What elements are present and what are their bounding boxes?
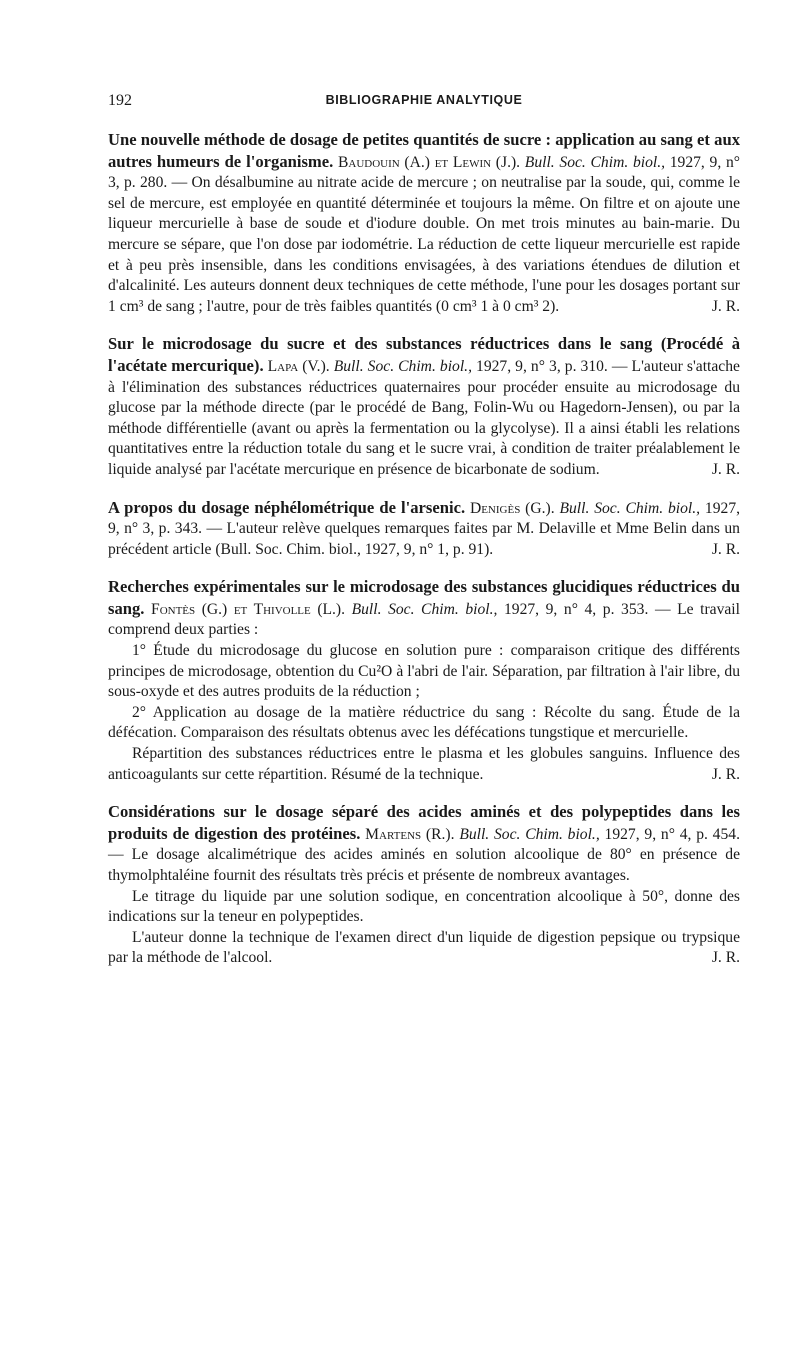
entry-paragraph (108, 887, 740, 928)
entry-reference: 1927, 9, n° 3, p. 280. (108, 153, 740, 192)
entry-paragraph (108, 802, 740, 886)
entry-paragraph (108, 498, 740, 561)
entry-paragraph (108, 334, 740, 480)
entry-title: Considérations sur le dosage séparé des acides aminés et des polypeptides dans les produits de digestion des protéines. (108, 802, 740, 843)
entry-initials: J. R. (711, 297, 740, 315)
entry-initials: J. R. (711, 765, 740, 783)
entry-title: Une nouvelle méthode de dosage de petites quantités de sucre : application au sang et aux autres humeurs de l'organisme. (108, 130, 740, 171)
entry-text: — Le dosage alcalimétrique des acides aminés en solution alcoolique de 80° en présence de thymolphtaléine fournit des résultats très précis et présente de nombreux avantages. (108, 846, 740, 884)
entry-journal: Bull. Soc. Chim. biol., (559, 499, 701, 517)
document-page (108, 92, 740, 986)
entry-authors: Denigès (G.). (469, 499, 555, 517)
entry-paragraph (108, 641, 740, 703)
bibliography-entries (108, 130, 740, 969)
entry-initials: J. R. (711, 540, 740, 558)
entry-reference: 1927, 9, n° 4, p. 454. (604, 825, 740, 843)
entry-text: Le titrage du liquide par une solution sodique, en concentration alcoolique à 50°, donne des indications sur la teneur en polypeptides. (108, 887, 740, 926)
entry-paragraph (108, 744, 740, 785)
entry-text: — L'auteur s'attache à l'élimination des substances réductrices quaternaires pour procéder ensuite au microdosage du glucose par la méthode directe (par le procédé de Bang, Folin-Wu ou Hagedorn-Jensen), ou par la méthode différentielle (avant ou après la fermentation ou la glycolyse). Il a ainsi établi les relations quantitatives entre la réduction totale du sang et le sucre vrai, à condition de traiter préalablement le liquide analysé par l'acétate mercurique en présence de bicarbonate de sodium. (108, 357, 740, 478)
entry-text: — On désalbumine au nitrate acide de mercure ; on neutralise par la soude, qui, comme le sel de mercure, est employée en quantité déterminée et toujours la même. On filtre et on ajoute une liqueur mercurielle à base de soude et d'iodure double. On met trois minutes au bain-marie. Du mercure se sépare, que l'on dose par iodométrie. La réduction de cette liqueur mercurielle est rapide et à peu près insensible, dans les conditions envisagées, à des variations étendues de dilution et d'alcalinité. Les auteurs donnent deux techniques de cette méthode, l'une pour les dosages portant sur 1 cm³ de sang ; l'autre, pour de très faibles quantités (0 cm³ 1 à 0 cm³ 2). (108, 174, 740, 315)
entry-text: 1° Étude du microdosage du glucose en solution pure : comparaison critique des différents principes de microdosage, obtention du Cu²O à l'abri de l'air. Séparation, par filtration à l'air libre, du sous-oxyde et des autres produits de la réduction ; (108, 642, 740, 701)
entry-authors: Lapa (V.). (267, 357, 330, 375)
entry-title: Recherches expérimentales sur le microdosage des substances glucidiques réductrices du sang. (108, 577, 740, 618)
entry-title: A propos du dosage néphélométrique de l'arsenic. (108, 497, 466, 517)
bibliography-entry (108, 498, 740, 561)
entry-journal: Bull. Soc. Chim. biol., (459, 825, 600, 843)
entry-initials: J. R. (711, 460, 740, 478)
entry-journal: Bull. Soc. Chim. biol., (524, 153, 665, 171)
entry-authors: Martens (R.). (365, 825, 455, 843)
entry-journal: Bull. Soc. Chim. biol., (351, 600, 498, 618)
entry-reference: 1927, 9, n° 3, p. 310. (476, 357, 608, 375)
entry-journal: Bull. Soc. Chim. biol., (333, 357, 472, 375)
entry-paragraph (108, 703, 740, 744)
entry-paragraph (108, 577, 740, 641)
entry-text: — Le travail comprend deux parties : (108, 600, 740, 639)
entry-paragraph (108, 130, 740, 317)
entry-authors: Baudouin (A.) et Lewin (J.). (337, 153, 521, 171)
bibliography-entry (108, 130, 740, 317)
entry-reference: 1927, 9, n° 3, p. 343. (108, 499, 741, 538)
running-title: BIBLIOGRAPHIE ANALYTIQUE (325, 93, 523, 107)
entry-text: — L'auteur relève quelques remarques faites par M. Delaville et Mme Belin dans un précédent article (Bull. Soc. Chim. biol., 1927, 9, n° 1, p. 91). (108, 520, 740, 558)
entry-initials: J. R. (711, 949, 740, 967)
entry-text: Répartition des substances réductrices entre le plasma et les globules sanguins. Influence des anticoagulants sur cette répartition. Résumé de la technique. (108, 745, 740, 783)
entry-reference: 1927, 9, n° 4, p. 353. (503, 600, 649, 618)
entry-text: L'auteur donne la technique de l'examen direct d'un liquide de digestion pepsique ou trypsique par la méthode de l'alcool. (108, 928, 740, 967)
entry-title: Sur le microdosage du sucre et des substances réductrices dans le sang (Procédé à l'acétate mercurique). (108, 334, 740, 375)
bibliography-entry (108, 577, 740, 785)
entry-text: 2° Application au dosage de la matière réductrice du sang : Récolte du sang. Étude de la défécation. Comparaison des résultats obtenus avec les défécations tungstique et mercurielle. (108, 703, 740, 742)
entry-paragraph (108, 928, 740, 969)
bibliography-entry (108, 334, 740, 480)
page-number: 192 (108, 92, 132, 109)
entry-authors: Fontès (G.) et Thivolle (L.). (151, 600, 346, 618)
running-header (108, 92, 740, 112)
bibliography-entry (108, 802, 740, 969)
